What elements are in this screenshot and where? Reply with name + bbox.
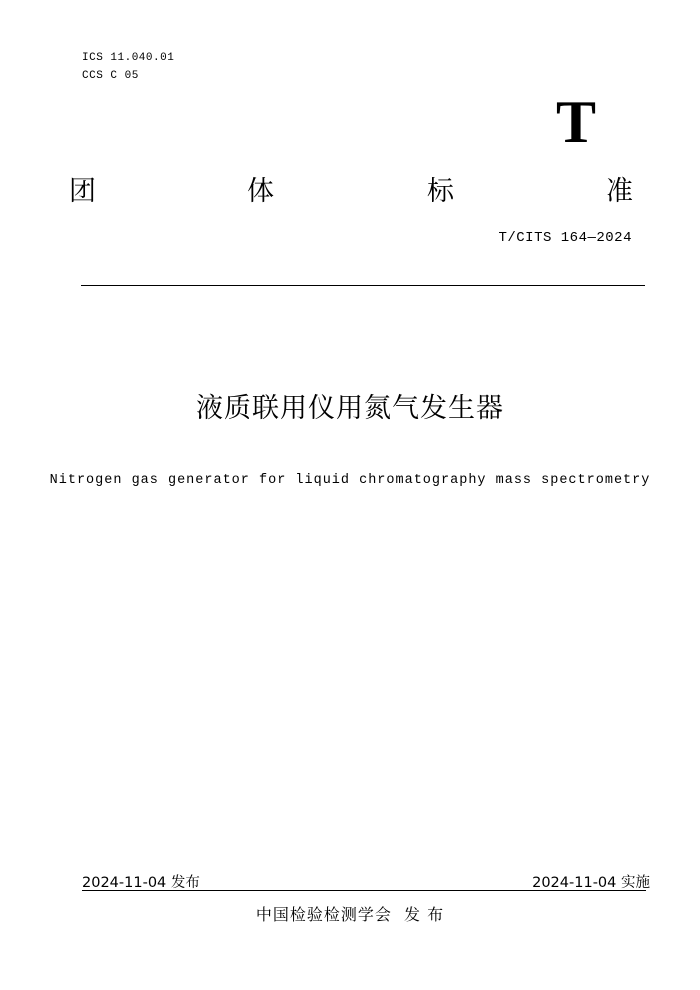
standard-code: T/CITS 164—2024 bbox=[498, 230, 632, 246]
standard-type-letter: T bbox=[556, 89, 597, 155]
bottom-divider bbox=[82, 890, 646, 891]
top-divider bbox=[81, 285, 645, 286]
document-title-chinese: 液质联用仪用氮气发生器 bbox=[196, 393, 504, 424]
heading-char-2: 体 bbox=[247, 176, 274, 207]
implementation-date: 2024-11-04 实施 bbox=[532, 875, 650, 891]
ics-code: ICS 11.040.01 bbox=[82, 52, 175, 64]
heading-char-1: 团 bbox=[69, 176, 96, 207]
publisher: 中国检验检测学会 发 布 bbox=[255, 905, 445, 924]
ccs-code: CCS C 05 bbox=[82, 70, 139, 82]
heading-char-4: 准 bbox=[606, 176, 633, 207]
heading-char-3: 标 bbox=[427, 176, 454, 207]
publish-date: 2024-11-04 发布 bbox=[82, 875, 200, 891]
document-title-english: Nitrogen gas generator for liquid chromatography mass spectrometry bbox=[49, 473, 651, 488]
